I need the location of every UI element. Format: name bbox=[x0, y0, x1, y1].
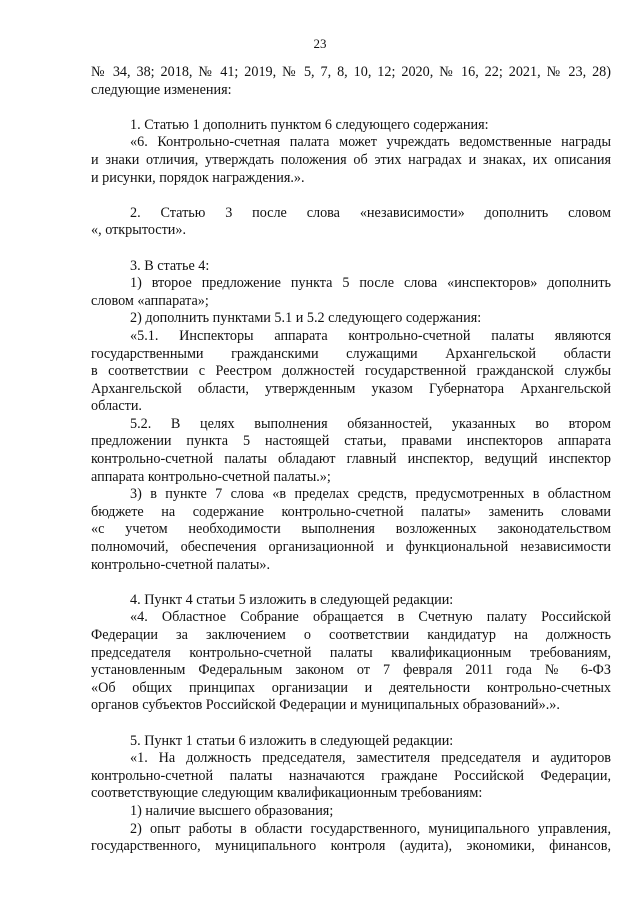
text-line: и рисунки, порядок награждения.». bbox=[91, 169, 305, 186]
text-line: контрольно-счетной палаты». bbox=[91, 556, 271, 573]
text-line: в соответствии с Реестром должностей государственной гражданской службы bbox=[91, 363, 611, 380]
text-line: государственными гражданскими служащими Архангельской области bbox=[91, 345, 611, 362]
page-number: 23 bbox=[313, 36, 327, 51]
text-line: «5.1. Инспекторы аппарата контрольно-счетной палаты являются bbox=[130, 327, 611, 344]
text-line: государственного, муниципального контроля (аудита), экономики, финансов, bbox=[91, 838, 611, 855]
text-line: 3. В статье 4: bbox=[130, 257, 210, 274]
text-line: 1) второе предложение пункта 5 после слова «инспекторов» дополнить bbox=[130, 275, 611, 292]
text-line: 1. Статью 1 дополнить пунктом 6 следующего содержания: bbox=[130, 116, 489, 133]
text-line: «Об общих принципах организации и деятельности контрольно-счетных bbox=[91, 679, 611, 696]
text-line: установленным Федеральным законом от 7 февраля 2011 года № 6-ФЗ bbox=[91, 662, 611, 679]
text-line: 4. Пункт 4 статьи 5 изложить в следующей редакции: bbox=[130, 591, 454, 608]
text-line: 2. Статью 3 после слова «независимости» дополнить словом bbox=[130, 204, 611, 221]
text-line: контрольно-счетной палаты обладают главный инспектор, ведущий инспектор bbox=[91, 451, 611, 468]
text-line: председателя контрольно-счетной палаты квалификационным требованиям, bbox=[91, 644, 611, 661]
text-line: Федерации за заключением о соответствии кандидатур на должность bbox=[91, 627, 611, 643]
text-line: «1. На должность председателя, заместителя председателя и аудиторов bbox=[130, 750, 611, 767]
text-line: «6. Контрольно-счетная палата может учреждать ведомственные награды bbox=[130, 134, 611, 151]
text-line: «4. Областное Собрание обращается в Счетную палату Российской bbox=[130, 609, 611, 626]
text-line: и знаки отличия, утверждать положения об этих наградах и знаках, их описания bbox=[91, 151, 611, 168]
text-line: 5. Пункт 1 статьи 6 изложить в следующей редакции: bbox=[130, 732, 454, 749]
text-line: № 34, 38; 2018, № 41; 2019, № 5, 7, 8, 10, 12; 2020, № 16, 22; 2021, № 23, 28) bbox=[91, 64, 611, 80]
text-line: аппарата контрольно-счетной палаты.»; bbox=[91, 468, 331, 485]
text-line: 1) наличие высшего образования; bbox=[130, 802, 334, 819]
text-line: следующие изменения: bbox=[91, 81, 232, 98]
text-line: бюджете на содержание контрольно-счетной палаты» заменить словами bbox=[91, 503, 611, 520]
text-line: Архангельской области, утвержденным указом Губернатора Архангельской bbox=[91, 380, 611, 397]
text-line: словом «аппарата»; bbox=[91, 292, 209, 309]
text-line: 2) дополнить пунктами 5.1 и 5.2 следующего содержания: bbox=[130, 310, 482, 327]
text-line: «, открытости». bbox=[91, 222, 187, 239]
text-line: 3) в пункте 7 слова «в пределах средств, предусмотренных в областном bbox=[130, 486, 611, 503]
text-line: предложении пункта 5 настоящей статьи, правами инспекторов аппарата bbox=[91, 433, 611, 450]
text-line: соответствующие следующим квалификационным требованиям: bbox=[91, 785, 483, 802]
text-line: 2) опыт работы в области государственного, муниципального управления, bbox=[130, 820, 611, 837]
document-body bbox=[91, 64, 611, 856]
text-line: «с учетом необходимости выполнения возложенных законодательством bbox=[91, 521, 611, 538]
text-line: органов субъектов Российской Федерации и муниципальных образований».». bbox=[91, 697, 560, 714]
text-line: контрольно-счетной палаты назначаются граждане Российской Федерации, bbox=[91, 767, 611, 784]
text-line: полномочий, обеспечения организационной и функциональной независимости bbox=[91, 539, 611, 556]
text-line: 5.2. В целях выполнения обязанностей, указанных во втором bbox=[130, 415, 611, 432]
text-line: области. bbox=[91, 398, 142, 415]
